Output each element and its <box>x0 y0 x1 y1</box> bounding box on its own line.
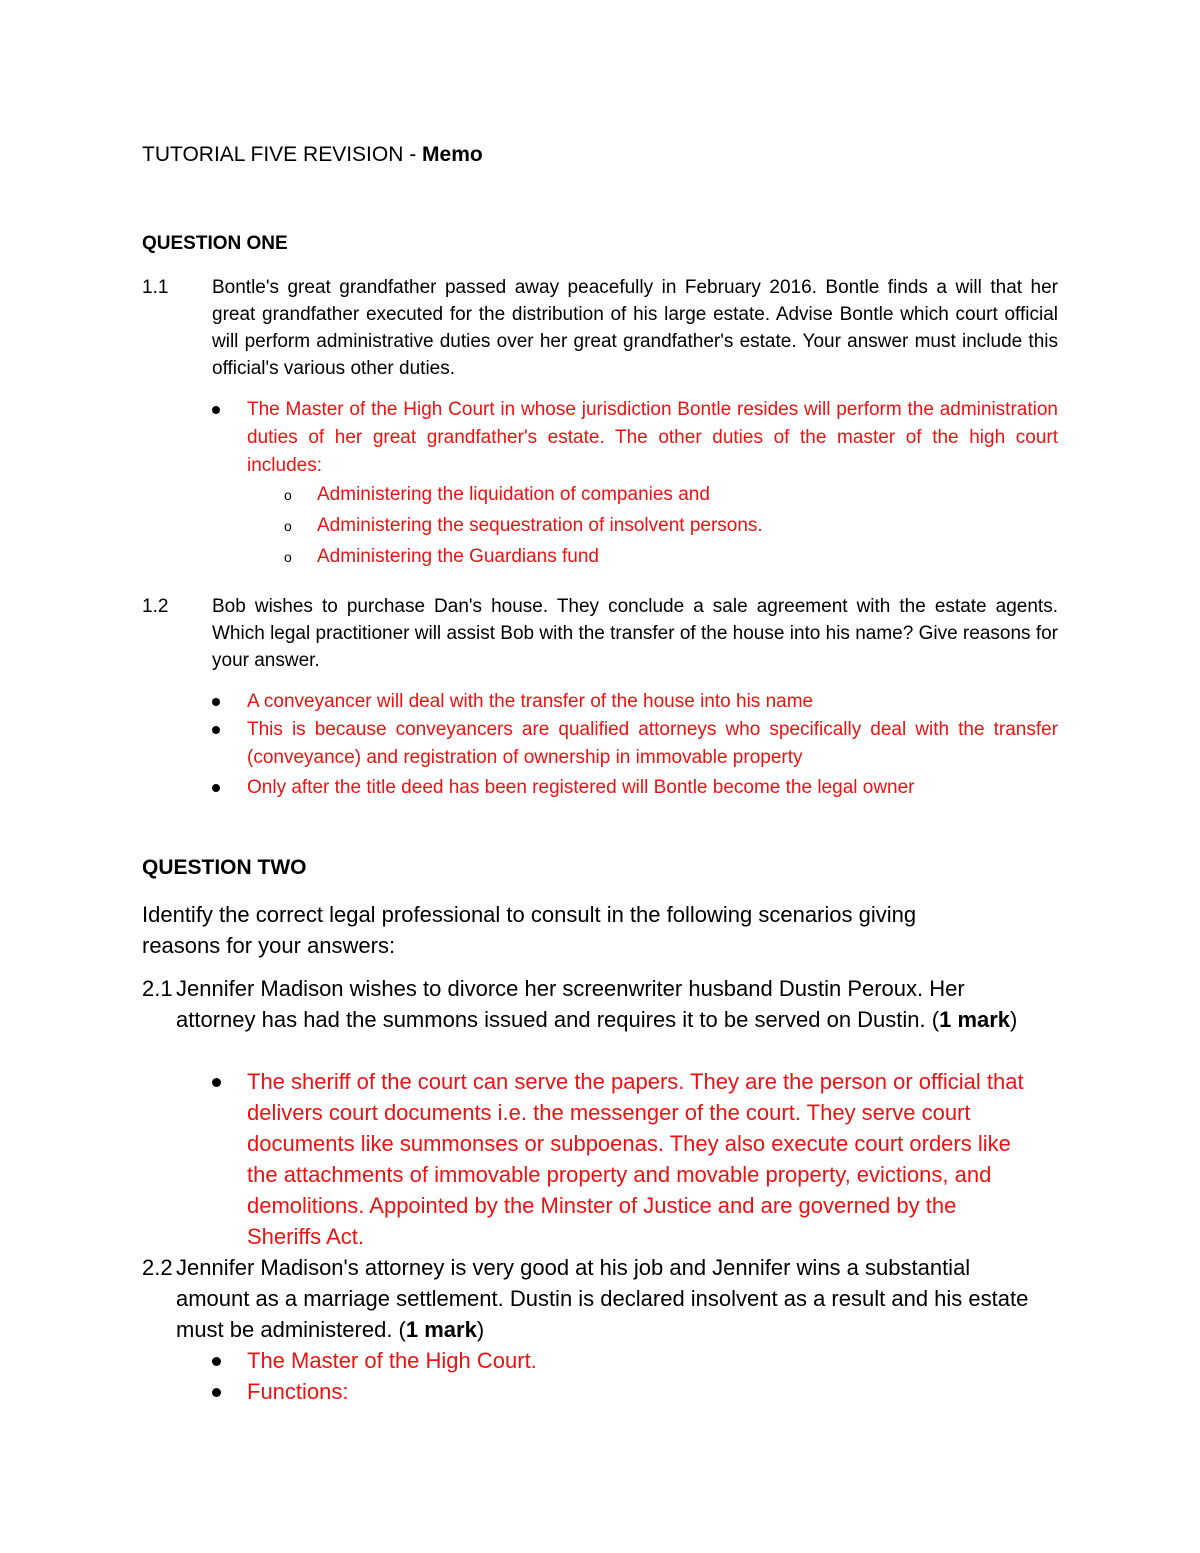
question-text: Bob wishes to purchase Dan's house. They conclude a sale agreement with the estate agents. Which legal practitioner will assist Bob with the transfer of the house into his name? Give reasons for your answer. <box>212 596 1058 671</box>
sub-answer-text: Administering the liquidation of companies and <box>317 484 710 505</box>
answer-1-2-item <box>212 716 1058 772</box>
mark-label: 1 mark <box>939 1007 1011 1032</box>
answer-text: This is because conveyancers are qualified attorneys who specifically deal with the transfer (conveyance) and registration of ownership in immovable property <box>247 719 1058 768</box>
question-text <box>176 973 1042 1035</box>
answer-text: Only after the title deed has been registered will Bontle become the legal owner <box>247 777 915 798</box>
bullet-icon <box>212 698 220 706</box>
mark-close: ) <box>476 1317 485 1342</box>
bullet-icon <box>212 1357 221 1366</box>
question-1-1 <box>142 274 1058 382</box>
sub-answer-text: Administering the Guardians fund <box>317 546 599 567</box>
answer-2-1 <box>212 1066 1032 1252</box>
question-number: 1.1 <box>142 277 169 298</box>
answer-2-2-item <box>212 1345 1032 1376</box>
title-memo: Memo <box>422 143 483 166</box>
question-2-2 <box>142 1252 1042 1345</box>
answer-2-2-item <box>212 1376 1032 1407</box>
bullet-icon <box>212 1388 221 1397</box>
question-text <box>176 1252 1042 1345</box>
bullet-icon <box>212 406 220 414</box>
sub-answer <box>284 481 710 509</box>
question-1-2 <box>142 593 1058 674</box>
answer-text: A conveyancer will deal with the transfer of the house into his name <box>247 691 814 712</box>
mark-label: 1 mark <box>405 1317 477 1342</box>
answer-1-2-item <box>212 688 1058 716</box>
circle-bullet-icon: o <box>284 549 292 565</box>
question-number: 1.2 <box>142 596 169 617</box>
sub-answer-text: Administering the sequestration of insolvent persons. <box>317 515 763 536</box>
answer-text: The sheriff of the court can serve the papers. They are the person or official that delivers court documents i.e. the messenger of the court. They serve court documents like summonses or subpoenas. They also execute court orders like the attachments of immovable property and movable property, evictions, and demolitions. Appointed by the Minster of Justice and are governed by the Sheriffs Act. <box>247 1069 1024 1249</box>
question-body: Jennifer Madison wishes to divorce her screenwriter husband Dustin Peroux. Her attorney has had the summons issued and requires it to be served on Dustin. ( <box>176 976 965 1032</box>
mark-close: ) <box>1010 1007 1018 1032</box>
answer-text: The Master of the High Court. <box>247 1348 537 1373</box>
answer-text: The Master of the High Court in whose jurisdiction Bontle resides will perform the administration duties of her great grandfather's estate. The other duties of the master of the high court includes: <box>247 399 1058 476</box>
bullet-icon <box>212 1078 221 1087</box>
answer-1-1 <box>212 396 1058 480</box>
question-two-intro: Identify the correct legal professional to consult in the following scenarios giving reasons for your answers: <box>142 902 917 958</box>
circle-bullet-icon: o <box>284 487 292 503</box>
title-text: TUTORIAL FIVE REVISION - <box>142 143 423 166</box>
circle-bullet-icon: o <box>284 518 292 534</box>
sub-answer <box>284 543 599 571</box>
answer-text: Functions: <box>247 1379 349 1404</box>
question-body: Jennifer Madison's attorney is very good at his job and Jennifer wins a substantial amount as a marriage settlement. Dustin is declared insolvent as a result and his estate must be administered. ( <box>176 1255 1029 1342</box>
sub-answer <box>284 512 763 540</box>
answer-1-2-item <box>212 774 1058 802</box>
bullet-icon <box>212 726 220 734</box>
question-number: 2.1 <box>142 976 173 1001</box>
question-number: 2.2 <box>142 1255 173 1280</box>
question-text: Bontle's great grandfather passed away peacefully in February 2016. Bontle finds a will that her great grandfather executed for the distribution of his large estate. Advise Bontle which court official will perform administrative duties over her great grandfather's estate. Your answer must include this official's various other duties. <box>212 277 1058 379</box>
question-two-heading: QUESTION TWO <box>142 856 307 879</box>
page-title <box>142 143 483 167</box>
question-2-1 <box>142 973 1042 1035</box>
bullet-icon <box>212 784 220 792</box>
question-one-heading: QUESTION ONE <box>142 233 288 254</box>
